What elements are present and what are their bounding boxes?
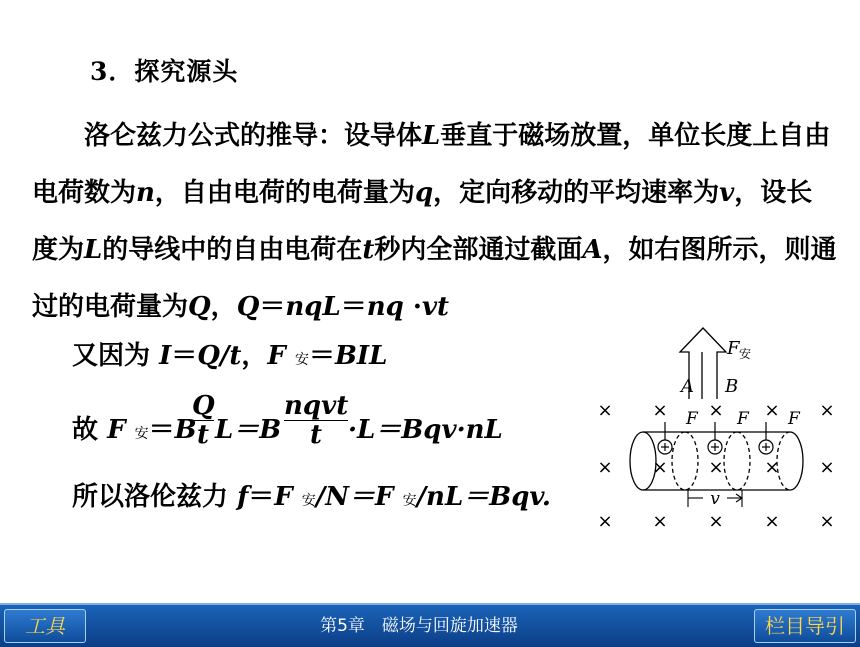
- paragraph-text: ，设长度为: [32, 178, 813, 265]
- math-variable: Q: [236, 292, 260, 322]
- paragraph-text: 秒内全部通过截面: [374, 235, 583, 265]
- section-heading: 3．探究源头: [90, 57, 239, 86]
- math-variable: q: [414, 178, 434, 208]
- paragraph-text: ＝: [259, 292, 286, 322]
- moving-charges: [658, 422, 773, 454]
- charge-force-label: F: [788, 409, 800, 429]
- conductor-magnetic-field-diagram: [585, 322, 845, 537]
- charge-force-label: F: [686, 409, 698, 429]
- equation-current-force: 又因为 I＝Q/t，F 安＝BIL: [72, 341, 388, 371]
- cross-mark: ×: [708, 457, 724, 478]
- cross-mark: ×: [819, 457, 835, 478]
- cross-mark: ×: [764, 457, 780, 478]
- paragraph-text: 的导线中的自由电荷在: [102, 235, 363, 265]
- derivation-paragraph: [32, 108, 837, 336]
- paragraph-text: ，如右图所示，则通过的电荷量为: [32, 235, 837, 322]
- paragraph-text: ＝: [340, 292, 367, 322]
- math-variable: Q: [188, 292, 211, 322]
- label-b: B: [725, 376, 739, 397]
- paragraph-text: ·: [403, 292, 422, 322]
- math-variable: A: [582, 235, 603, 265]
- cross-mark: ×: [652, 511, 668, 532]
- math-variable: v: [719, 178, 735, 208]
- tools-button[interactable]: 工具: [4, 609, 86, 643]
- footer-bar: [0, 603, 860, 647]
- cross-mark: ×: [764, 511, 780, 532]
- equation-lorentz-force: 所以洛伦兹力 f＝F 安/N＝F 安/nL＝Bqv.: [72, 482, 551, 512]
- fraction-nqvt-over-t: nqvt t: [284, 391, 349, 450]
- cross-mark: ×: [597, 457, 613, 478]
- cross-mark: ×: [652, 400, 668, 421]
- cross-mark: ×: [819, 511, 835, 532]
- charge-force-label: F: [737, 409, 749, 429]
- math-variable: vt: [421, 292, 450, 322]
- force-sub-label: 安: [739, 347, 752, 361]
- paragraph-text: ，自由电荷的电荷量为: [154, 178, 415, 208]
- fraction-q-over-t: Q t: [192, 391, 215, 450]
- cross-mark: ×: [764, 400, 780, 421]
- paragraph-body: [32, 121, 837, 322]
- math-variable: t: [362, 235, 375, 265]
- velocity-label: v: [710, 489, 720, 509]
- cross-mark: ×: [708, 400, 724, 421]
- paragraph-text: 洛仑兹力公式的推导：设导体: [84, 121, 423, 151]
- math-variable: nq: [366, 292, 404, 322]
- cross-mark: ×: [597, 511, 613, 532]
- eq2-middle: L＝B: [215, 415, 282, 445]
- math-variable: n: [136, 178, 155, 208]
- eq2-tail: ·L＝Bqv·nL: [348, 415, 503, 445]
- paragraph-text: 垂直于磁场放置，单位长度上自由电荷数为: [32, 121, 831, 208]
- math-variable: nqL: [285, 292, 341, 322]
- cross-mark: ×: [708, 511, 724, 532]
- cross-mark: ×: [597, 400, 613, 421]
- force-label: F: [727, 338, 740, 359]
- label-a: A: [681, 376, 694, 397]
- paragraph-text: ，: [210, 292, 237, 322]
- eq2-prefix: 故 F 安＝B: [72, 415, 197, 445]
- cross-mark: ×: [652, 457, 668, 478]
- cross-mark: ×: [819, 400, 835, 421]
- paragraph-text: ，定向移动的平均速率为: [433, 178, 720, 208]
- math-variable: L: [84, 235, 103, 265]
- section-nav-button[interactable]: 栏目导引: [754, 609, 856, 643]
- math-variable: L: [422, 121, 441, 151]
- chapter-title: 第5章 磁场与回旋加速器: [320, 616, 518, 636]
